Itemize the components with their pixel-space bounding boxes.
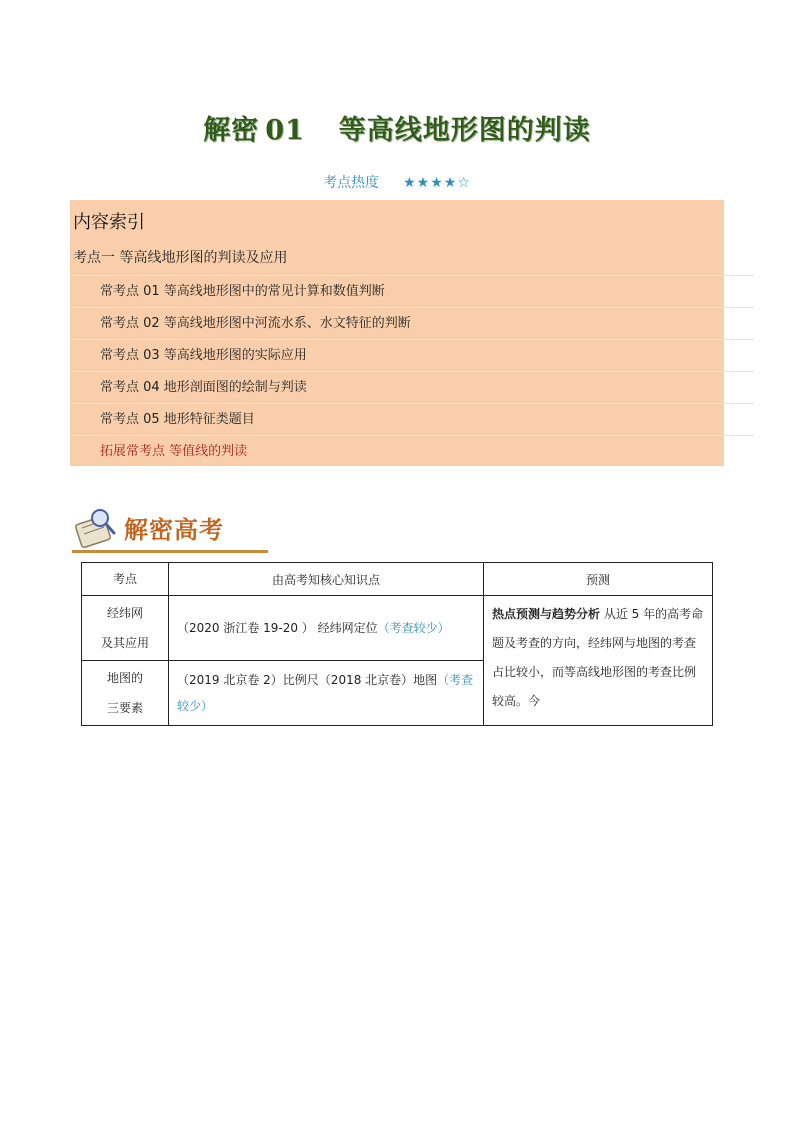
table-row [82, 596, 713, 661]
prediction-text: 从近 5 年的高考命题及考查的方向，经纬网与地图的考查占比较小，而等高线地形图的考查比例较高。今 [492, 607, 704, 708]
index-header: 内容索引 [73, 212, 145, 233]
index-item-05[interactable]: 常考点 05 地形特征类题目 [70, 403, 754, 435]
notebook-magnifier-icon [70, 506, 124, 552]
row-topic-line2: 三要素 [106, 701, 143, 715]
prediction-cell [484, 596, 713, 726]
row-topic [82, 661, 169, 726]
header-prediction: 预测 [484, 563, 713, 596]
exam-table [81, 562, 713, 726]
row-knowledge [169, 596, 484, 661]
row-topic-line2: 及其应用 [100, 636, 149, 650]
header-knowledge: 由高考知核心知识点 [169, 563, 484, 596]
heat-rating [0, 172, 794, 192]
index-item-04[interactable]: 常考点 04 地形剖面图的绘制与判读 [70, 371, 754, 403]
index-item-01[interactable]: 常考点 01 等高线地形图中的常见计算和数值判断 [70, 275, 754, 307]
title-main: 等高线地形图的判读 [338, 115, 591, 146]
row-topic-line1: 地图的 [106, 671, 143, 685]
row-knowledge [169, 661, 484, 726]
heat-stars: ★★★★☆ [403, 175, 471, 191]
frequency-tag: （考查较少） [377, 621, 450, 635]
frequency-tag: （考查较少） [177, 673, 474, 713]
row-topic [82, 596, 169, 661]
index-topic[interactable]: 考点一 等高线地形图的判读及应用 [73, 250, 288, 266]
title-prefix: 解密 [203, 115, 260, 146]
title-number: 01 [265, 115, 305, 146]
banner-title: 解密高考 [124, 516, 224, 544]
knowledge-text: （2019 北京卷 2）比例尺（2018 北京卷）地图 [177, 673, 438, 687]
index-item-03[interactable]: 常考点 03 等高线地形图的实际应用 [70, 339, 754, 371]
content-index [70, 200, 724, 466]
page-title [0, 108, 794, 147]
knowledge-text: （2020 浙江卷 19-20 ） 经纬网定位 [177, 621, 378, 635]
table-header-row [82, 563, 713, 596]
heat-label: 考点热度 [323, 175, 380, 191]
header-topic: 考点 [82, 563, 169, 596]
index-extension[interactable]: 拓展常考点 等值线的判读 [70, 435, 754, 467]
section-banner [70, 506, 270, 554]
banner-underline [72, 550, 268, 553]
index-item-02[interactable]: 常考点 02 等高线地形图中河流水系、水文特征的判断 [70, 307, 754, 339]
prediction-label: 热点预测与趋势分析 [492, 607, 601, 621]
row-topic-line1: 经纬网 [106, 606, 143, 620]
